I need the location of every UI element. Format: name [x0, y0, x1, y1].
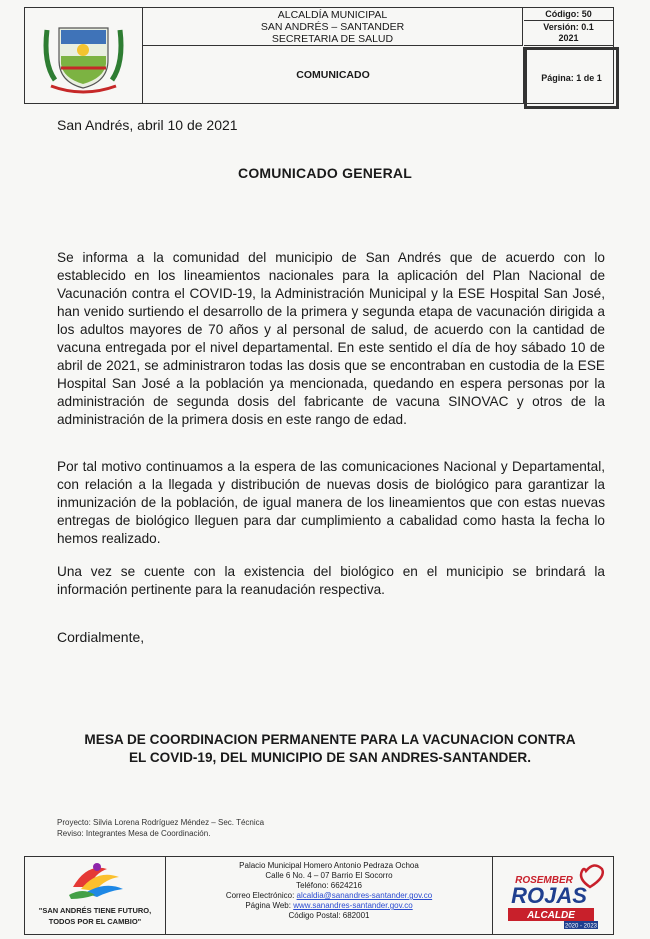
paragraph-2: Por tal motivo continuamos a la espera de las comunicaciones Nacional y Departamental, con relación a la llegada y distribución de nuevas dosis de biológico para garantizar la inmunización de la población, de igual manera de los lineamientos que con estas nuevas entregas de biológico lleguen para dar cumplimiento a cabalidad como hasta la fecha lo hemos realizado. — [57, 459, 605, 546]
document-code: Código: 50 — [524, 8, 613, 21]
document-version — [524, 21, 613, 46]
web-row — [166, 901, 492, 911]
signature-block — [40, 731, 620, 767]
closing-salutation: Cordialmente, — [57, 629, 145, 645]
brand-top-text: ROSEMBER — [515, 875, 573, 886]
email-row — [166, 891, 492, 901]
footer-slogan-cell — [25, 857, 166, 934]
slogan-line-1: "SAN ANDRÉS TIENE FUTURO, — [38, 906, 152, 915]
brand-years-text: 2020 - 2023 — [564, 923, 598, 930]
signature-line-1: MESA DE COORDINACION PERMANENTE PARA LA VACUNACION CONTRA — [84, 732, 576, 747]
phone-number: Teléfono: 6624216 — [296, 881, 362, 890]
web-link[interactable]: www.sanandres-santander.gov.co — [293, 901, 413, 910]
org-line-1: ALCALDÍA MUNICIPAL — [277, 9, 388, 21]
document-type: COMUNICADO — [143, 47, 524, 103]
header-organization — [143, 8, 523, 46]
coat-of-arms-icon — [25, 8, 142, 103]
page-number: Página: 1 de 1 — [524, 47, 619, 109]
project-credit: Proyecto: Silvia Lorena Rodríguez Méndez – Sec. Técnica — [57, 818, 265, 827]
signature-line-2: EL COVID-19, DEL MUNICIPIO DE SAN ANDRES-SANTANDER. — [128, 750, 532, 765]
document-credits — [57, 817, 264, 839]
brand-role-text: ALCALDE — [527, 910, 575, 921]
document-header — [24, 7, 614, 104]
mayor-logo-icon — [494, 857, 613, 934]
review-credit: Reviso: Integrantes Mesa de Coordinación. — [57, 829, 211, 838]
municipal-slogan — [27, 905, 163, 927]
email-link[interactable]: alcaldia@sanandres-santander.gov.co — [296, 891, 433, 900]
web-label: Página Web: — [245, 901, 294, 910]
slogan-line-2: TODOS POR EL CAMBIO" — [48, 917, 142, 926]
address-line-2: Calle 6 No. 4 – 07 Barrio El Socorro — [265, 871, 393, 880]
municipal-coat-of-arms — [25, 8, 143, 103]
version-year: 2021 — [558, 33, 579, 43]
org-line-3: SECRETARIA DE SALUD — [271, 33, 394, 45]
postal-code: Código Postal: 682001 — [288, 911, 370, 920]
paragraph-3: Una vez se cuente con la existencia del biológico en el municipio se brindará la información pertinente para la reanudación respectiva. — [57, 564, 605, 597]
email-label: Correo Electrónico: — [225, 891, 297, 900]
footer-contact-info — [166, 857, 493, 934]
org-line-2: SAN ANDRÉS – SANTANDER — [260, 21, 405, 33]
document-title: COMUNICADO GENERAL — [238, 165, 412, 181]
brand-name-text: ROJAS — [511, 883, 587, 908]
document-footer — [24, 856, 614, 935]
campaign-logo-icon — [25, 857, 165, 903]
address-line-1: Palacio Municipal Homero Antonio Pedraza Ochoa — [239, 861, 419, 870]
paragraph-1: Se informa a la comunidad del municipio de San Andrés que de acuerdo con lo establecido en los lineamientos nacionales para la aplicación del Plan Nacional de Vacunación contra el COVID-19, la Administración Municipal y la ESE Hospital San José, han venido surtiendo el desarrollo de la primera y segunda etapa de vacunación dirigida a los adultos mayores de 70 años y al personal de salud, de acuerdo con la cantidad de vacuna entregada por el nivel departamental. En este sentido el día de hoy sábado 10 de abril de 2021, se administraron todas las dosis que se encontraban en custodia de la ESE Hospital San José a la población ya mencionada, quedando en espera personas por la administración de segunda dosis del fabricante de vacuna SINOVAC y otros de la administración de la primera dosis en este rango de edad. — [57, 250, 605, 427]
document-date: San Andrés, abril 10 de 2021 — [57, 117, 238, 133]
mayor-brand-logo — [494, 857, 613, 934]
version-label: Versión: 0.1 — [543, 22, 594, 32]
